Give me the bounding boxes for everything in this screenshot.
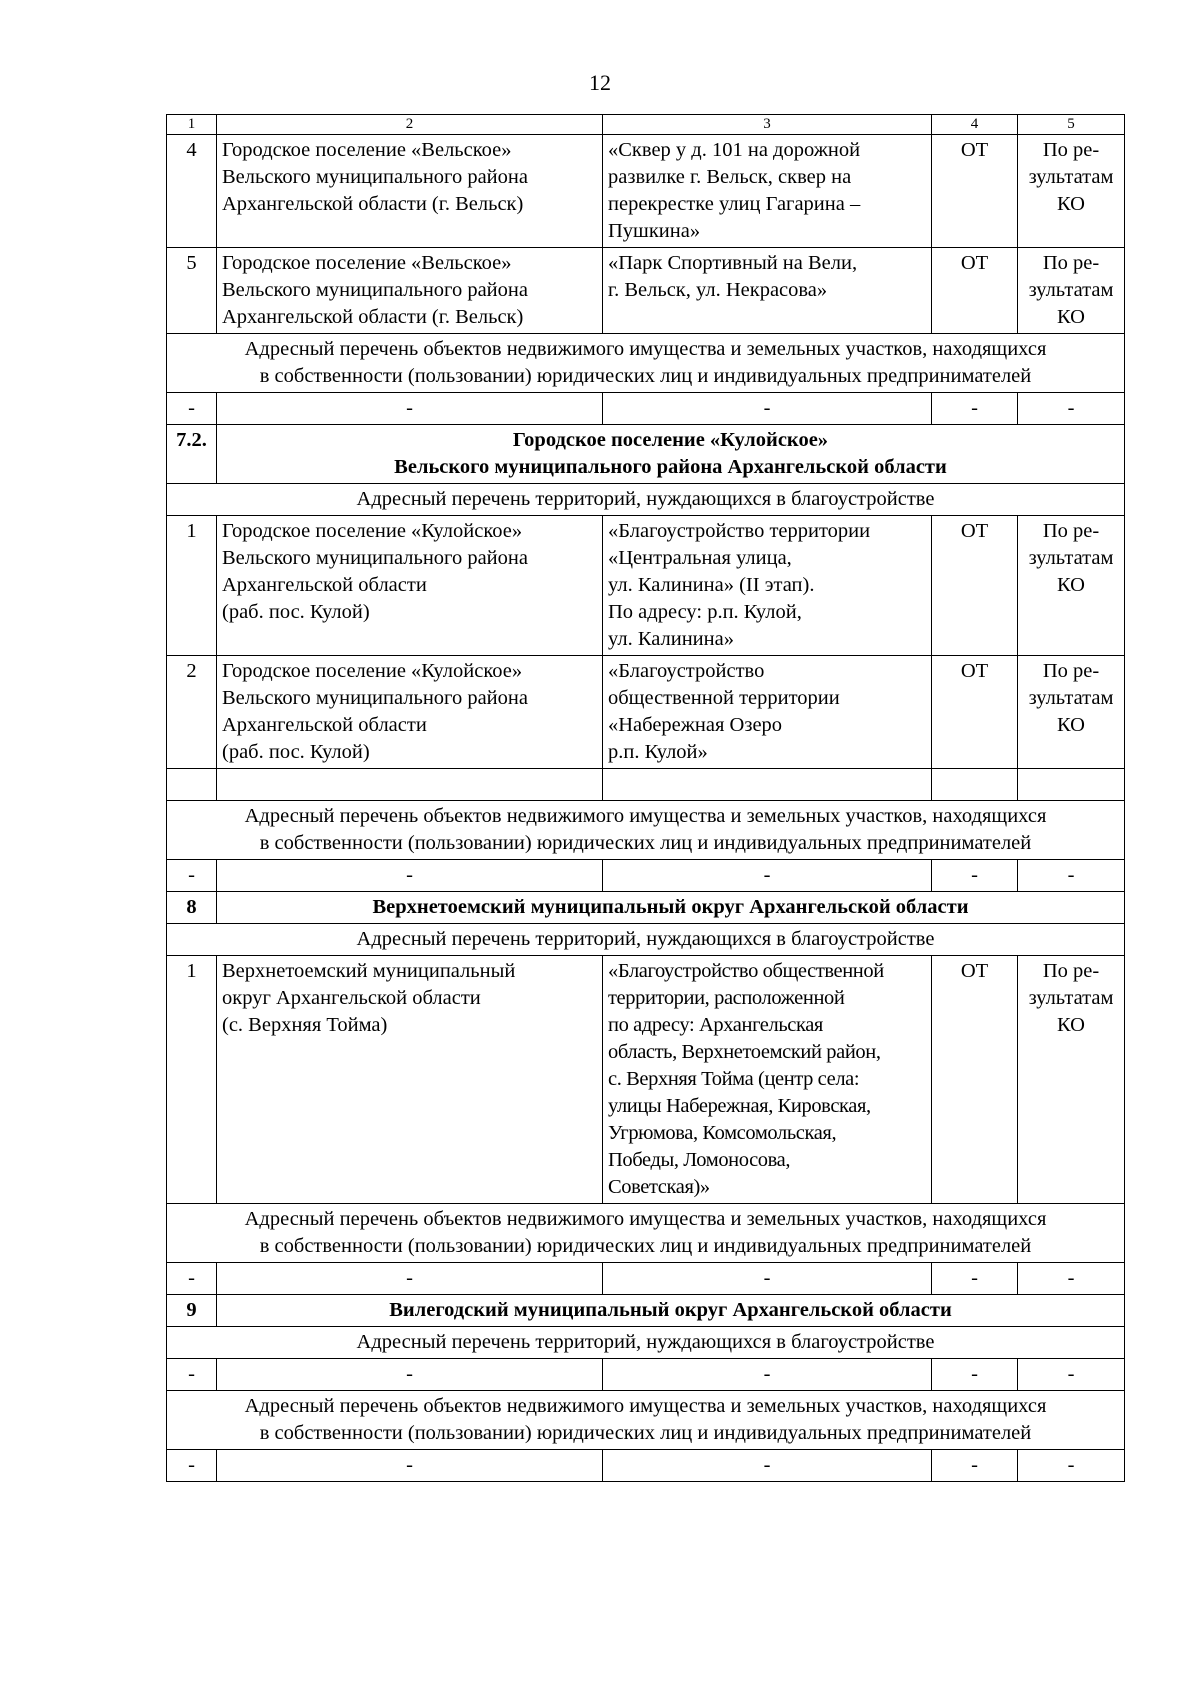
text-line: Городское поселение «Вельское»: [222, 139, 512, 161]
text-line: Советская)»: [608, 1176, 710, 1198]
row-number: 1: [167, 956, 217, 1204]
text-line: в собственности (пользовании) юридических лиц и индивидуальных предпринимателей: [259, 832, 1032, 854]
dash-cell: -: [167, 1359, 217, 1391]
text-line: «Парк Спортивный на Вели,: [608, 252, 858, 274]
text-line: общественной территории: [608, 687, 840, 709]
table-row: [167, 956, 1125, 1204]
text-line: По ре-: [1042, 960, 1100, 982]
text-line: Архангельской области: [222, 714, 427, 736]
section-number: 8: [167, 892, 217, 924]
territory-cell: [603, 135, 932, 248]
text-line: Адресный перечень объектов недвижимого имущества и земельных участков, находящихся: [244, 338, 1047, 360]
table-row: [167, 516, 1125, 656]
text-line: зультатам: [1028, 687, 1114, 709]
list-subheading: [167, 1327, 1125, 1359]
row-number: 5: [167, 248, 217, 334]
text-line: р.п. Кулой»: [608, 741, 708, 763]
text-line: (раб. пос. Кулой): [222, 741, 370, 763]
dash-cell: -: [217, 1450, 603, 1482]
text-line: Адресный перечень объектов недвижимого имущества и земельных участков, находящихся: [244, 1208, 1047, 1230]
text-line: (раб. пос. Кулой): [222, 601, 370, 623]
text-line: область, Верхнетоемский район,: [608, 1041, 881, 1063]
text-line: «Благоустройство: [608, 660, 765, 682]
text-line: Городское поселение «Кулойское»: [512, 429, 829, 451]
category-cell: ОТ: [932, 956, 1018, 1204]
subheading-row: [167, 484, 1125, 516]
text-line: «Набережная Озеро: [608, 714, 783, 736]
section-heading-row: [167, 425, 1125, 484]
subheading-row: [167, 1204, 1125, 1263]
text-line: территории, расположенной: [608, 987, 845, 1009]
text-line: Угрюмова, Комсомольская,: [608, 1122, 837, 1144]
table-row: [167, 656, 1125, 769]
text-line: Адресный перечень территорий, нуждающихся в благоустройстве: [356, 1331, 935, 1353]
dash-cell: -: [167, 860, 217, 892]
subheading-row: [167, 924, 1125, 956]
text-line: Вельского муниципального района: [222, 279, 528, 301]
dash-cell: -: [932, 393, 1018, 425]
text-line: Архангельской области (г. Вельск): [222, 306, 524, 328]
text-line: ул. Калинина» (II этап).: [608, 574, 815, 596]
territories-table: [166, 114, 1125, 1482]
column-number: 4: [932, 115, 1018, 135]
text-line: Пушкина»: [608, 220, 701, 242]
deadline-cell: [1018, 956, 1125, 1204]
row-number: 4: [167, 135, 217, 248]
column-number: 3: [603, 115, 932, 135]
text-line: зультатам: [1028, 279, 1114, 301]
municipality-cell: [217, 656, 603, 769]
deadline-cell: [1018, 656, 1125, 769]
list-subheading: [167, 1204, 1125, 1263]
dash-cell: -: [167, 1450, 217, 1482]
dash-cell: -: [167, 393, 217, 425]
list-subheading: [167, 801, 1125, 860]
text-line: в собственности (пользовании) юридических лиц и индивидуальных предпринимателей: [259, 1422, 1032, 1444]
column-number: 2: [217, 115, 603, 135]
table-row: [167, 248, 1125, 334]
text-line: зультатам: [1028, 547, 1114, 569]
text-line: По ре-: [1042, 139, 1100, 161]
table-body: [167, 115, 1125, 1482]
table-row: [167, 135, 1125, 248]
text-line: Верхнетоемский муниципальный округ Архангельской области: [372, 896, 969, 918]
section-number: 7.2.: [167, 425, 217, 484]
column-number: 5: [1018, 115, 1125, 135]
text-line: Вилегодский муниципальный округ Архангельской области: [389, 1299, 952, 1321]
list-subheading: [167, 484, 1125, 516]
dash-cell: -: [1018, 860, 1125, 892]
text-line: перекрестке улиц Гагарина –: [608, 193, 861, 215]
municipality-cell: [217, 956, 603, 1204]
dash-cell: -: [603, 1450, 932, 1482]
municipality-cell: [217, 516, 603, 656]
blank-cell: [167, 769, 217, 801]
subheading-row: [167, 801, 1125, 860]
list-subheading: [167, 924, 1125, 956]
blank-cell: [217, 769, 603, 801]
text-line: Адресный перечень объектов недвижимого имущества и земельных участков, находящихся: [244, 805, 1047, 827]
text-line: Адресный перечень территорий, нуждающихся в благоустройстве: [356, 488, 935, 510]
empty-dash-row: [167, 1263, 1125, 1295]
text-line: в собственности (пользовании) юридических лиц и индивидуальных предпринимателей: [259, 1235, 1032, 1257]
deadline-cell: [1018, 248, 1125, 334]
text-line: По ре-: [1042, 252, 1100, 274]
text-line: «Центральная улица,: [608, 547, 792, 569]
text-line: КО: [1057, 306, 1085, 328]
text-line: «Сквер у д. 101 на дорожной: [608, 139, 861, 161]
text-line: Вельского муниципального района: [222, 547, 528, 569]
dash-cell: -: [1018, 1450, 1125, 1482]
column-number: 1: [167, 115, 217, 135]
section-heading-row: [167, 1295, 1125, 1327]
text-line: Вельского муниципального района: [222, 166, 528, 188]
dash-cell: -: [167, 1263, 217, 1295]
territory-cell: [603, 248, 932, 334]
section-title: [217, 892, 1125, 924]
page-number: 12: [589, 70, 611, 95]
text-line: Архангельской области: [222, 574, 427, 596]
subheading-row: [167, 1327, 1125, 1359]
dash-cell: -: [217, 1359, 603, 1391]
section-title: [217, 1295, 1125, 1327]
text-line: По адресу: р.п. Кулой,: [608, 601, 802, 623]
text-line: г. Вельск, ул. Некрасова»: [608, 279, 828, 301]
dash-cell: -: [932, 1450, 1018, 1482]
dash-cell: -: [217, 860, 603, 892]
text-line: КО: [1057, 714, 1085, 736]
text-line: КО: [1057, 574, 1085, 596]
dash-cell: -: [1018, 1359, 1125, 1391]
text-line: Архангельской области (г. Вельск): [222, 193, 524, 215]
municipality-cell: [217, 248, 603, 334]
empty-dash-row: [167, 860, 1125, 892]
blank-cell: [932, 769, 1018, 801]
section-title: [217, 425, 1125, 484]
list-subheading: [167, 334, 1125, 393]
dash-cell: -: [932, 1263, 1018, 1295]
row-number: 2: [167, 656, 217, 769]
text-line: развилке г. Вельск, сквер на: [608, 166, 852, 188]
dash-cell: -: [932, 860, 1018, 892]
text-line: округ Архангельской области: [222, 987, 481, 1009]
dash-cell: -: [217, 393, 603, 425]
blank-cell: [1018, 769, 1125, 801]
section-heading-row: [167, 892, 1125, 924]
municipality-cell: [217, 135, 603, 248]
deadline-cell: [1018, 516, 1125, 656]
empty-dash-row: [167, 393, 1125, 425]
text-line: «Благоустройство общественной: [608, 960, 884, 982]
dash-cell: -: [217, 1263, 603, 1295]
text-line: КО: [1057, 1014, 1085, 1036]
text-line: по адресу: Архангельская: [608, 1014, 823, 1036]
empty-dash-row: [167, 1450, 1125, 1482]
text-line: Победы, Ломоносова,: [608, 1149, 791, 1171]
text-line: КО: [1057, 193, 1085, 215]
blank-row: [167, 769, 1125, 801]
text-line: Городское поселение «Кулойское»: [222, 660, 523, 682]
text-line: Городское поселение «Вельское»: [222, 252, 512, 274]
text-line: «Благоустройство территории: [608, 520, 871, 542]
text-line: зультатам: [1028, 987, 1114, 1009]
text-line: По ре-: [1042, 520, 1100, 542]
list-subheading: [167, 1391, 1125, 1450]
text-line: Вельского муниципального района Архангельской области: [394, 456, 947, 478]
dash-cell: -: [603, 1263, 932, 1295]
territory-cell: [603, 656, 932, 769]
row-number: 1: [167, 516, 217, 656]
section-number: 9: [167, 1295, 217, 1327]
text-line: По ре-: [1042, 660, 1100, 682]
category-cell: ОТ: [932, 135, 1018, 248]
category-cell: ОТ: [932, 516, 1018, 656]
text-line: улицы Набережная, Кировская,: [608, 1095, 871, 1117]
text-line: Верхнетоемский муниципальный: [222, 960, 516, 982]
dash-cell: -: [603, 1359, 932, 1391]
subheading-row: [167, 1391, 1125, 1450]
dash-cell: -: [603, 393, 932, 425]
text-line: (с. Верхняя Тойма): [222, 1014, 388, 1036]
category-cell: ОТ: [932, 656, 1018, 769]
dash-cell: -: [932, 1359, 1018, 1391]
dash-cell: -: [603, 860, 932, 892]
empty-dash-row: [167, 1359, 1125, 1391]
blank-cell: [603, 769, 932, 801]
text-line: с. Верхняя Тойма (центр села:: [608, 1068, 860, 1090]
territory-cell: [603, 956, 932, 1204]
text-line: Адресный перечень объектов недвижимого имущества и земельных участков, находящихся: [244, 1395, 1047, 1417]
dash-cell: -: [1018, 1263, 1125, 1295]
text-line: в собственности (пользовании) юридических лиц и индивидуальных предпринимателей: [259, 365, 1032, 387]
deadline-cell: [1018, 135, 1125, 248]
dash-cell: -: [1018, 393, 1125, 425]
text-line: Вельского муниципального района: [222, 687, 528, 709]
text-line: Адресный перечень территорий, нуждающихся в благоустройстве: [356, 928, 935, 950]
column-number-row: [167, 115, 1125, 135]
text-line: Городское поселение «Кулойское»: [222, 520, 523, 542]
subheading-row: [167, 334, 1125, 393]
text-line: зультатам: [1028, 166, 1114, 188]
territory-cell: [603, 516, 932, 656]
category-cell: ОТ: [932, 248, 1018, 334]
text-line: ул. Калинина»: [608, 628, 734, 650]
